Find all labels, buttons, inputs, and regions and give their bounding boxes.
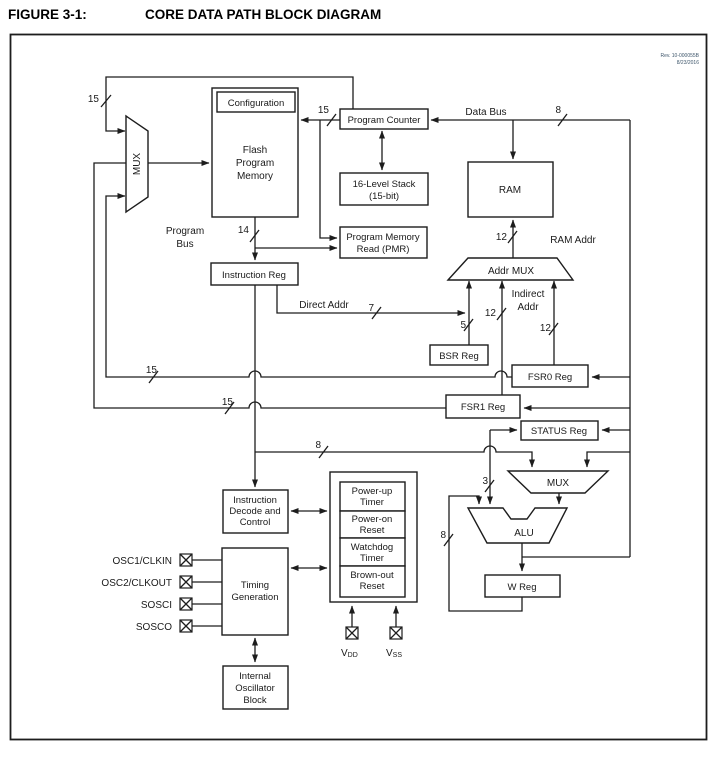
pmr-label-1: Program Memory <box>346 232 420 243</box>
sosci-pin-icon <box>180 598 192 610</box>
bus-width-fsr0-15: 15 <box>145 365 157 376</box>
stack-label-2: (15-bit) <box>368 191 400 202</box>
w-reg-label: W Reg <box>507 582 537 593</box>
bus-width-literal: 8 <box>315 440 321 451</box>
program-counter-label: Program Counter <box>347 115 421 126</box>
configuration-label: Configuration <box>227 98 285 109</box>
flash-label-3: Memory <box>236 171 274 182</box>
bus-width-fsr1-ind: 12 <box>484 308 496 319</box>
power-on-reset-label-1: Power-on <box>351 514 393 525</box>
vdd-pin-icon <box>346 627 358 639</box>
idc-label-2: Decode and <box>229 506 281 517</box>
addr-mux-label: Addr MUX <box>487 266 535 277</box>
int-osc-label-2: Oscillator <box>235 683 275 694</box>
indirect-addr-label-1: Indirect <box>511 289 545 300</box>
watchdog-timer-label-1: Watchdog <box>350 542 394 553</box>
bus-width-flash-out: 14 <box>237 225 249 236</box>
data-bus-label: Data Bus <box>465 107 507 118</box>
power-up-timer-label-2: Timer <box>360 497 384 508</box>
alu-label: ALU <box>514 528 534 539</box>
timing-label-1: Timing <box>240 580 270 591</box>
bus-width-pc-flash: 15 <box>317 105 329 116</box>
bus-width-ram-addr: 12 <box>495 232 507 243</box>
int-osc-label-3: Block <box>243 695 267 706</box>
fsr0-reg-label: FSR0 Reg <box>527 372 573 383</box>
bus-width-pc-mux: 15 <box>87 94 99 105</box>
bus-width-fsr0-ind: 12 <box>539 323 551 334</box>
left-mux-label: MUX <box>132 152 143 176</box>
bus-width-data-bus: 8 <box>555 105 561 116</box>
wire-pc-to-pmr <box>320 120 337 238</box>
bus-width-status: 3 <box>482 476 488 487</box>
vss-pin-label <box>386 648 402 659</box>
wire-databus-to-mux <box>587 452 630 467</box>
right-mux-label: MUX <box>546 478 570 489</box>
bus-width-direct: 7 <box>368 303 374 314</box>
fsr1-reg-label: FSR1 Reg <box>460 402 506 413</box>
vss-sub: SS <box>392 652 403 659</box>
revision-line1: Rev. 10-000055B <box>660 53 699 59</box>
instruction-reg-label: Instruction Reg <box>222 270 286 281</box>
osc1-pin-icon <box>180 554 192 566</box>
watchdog-timer-label-2: Timer <box>360 553 384 564</box>
pmr-label-2: Read (PMR) <box>356 244 410 255</box>
vdd-pin-label <box>341 648 358 659</box>
flash-label-1: Flash <box>242 145 268 156</box>
status-reg-label: STATUS Reg <box>530 426 588 437</box>
power-up-timer-label-1: Power-up <box>351 486 393 497</box>
program-bus-label-2: Bus <box>176 239 194 250</box>
idc-label-1: Instruction <box>233 495 277 506</box>
program-bus-label-1: Program <box>165 226 205 237</box>
timing-label-2: Generation <box>231 592 279 603</box>
revision-line2: 8/23/2016 <box>676 60 699 66</box>
vss-pin-icon <box>390 627 402 639</box>
osc2-pin-icon <box>180 576 192 588</box>
sosco-pin-label: SOSCO <box>135 622 172 633</box>
bsr-reg-label: BSR Reg <box>439 351 479 362</box>
vss-main: V <box>386 648 393 659</box>
sosco-pin-icon <box>180 620 192 632</box>
power-on-reset-label-2: Reset <box>359 525 385 536</box>
idc-label-3: Control <box>239 517 271 528</box>
flash-label-2: Program <box>235 158 275 169</box>
figure-label: FIGURE 3-1: <box>8 7 87 22</box>
vdd-sub: DD <box>347 652 358 659</box>
osc1-pin-label: OSC1/CLKIN <box>112 556 172 567</box>
ram-addr-label: RAM Addr <box>550 235 596 246</box>
sosci-pin-label: SOSCI <box>140 600 172 611</box>
bus-width-wreg: 8 <box>440 530 446 541</box>
indirect-addr-label-2: Addr <box>517 302 539 313</box>
vdd-main: V <box>341 648 348 659</box>
stack-label-1: 16-Level Stack <box>352 179 416 190</box>
brown-out-reset-label-1: Brown-out <box>350 570 394 581</box>
bus-width-fsr1-15: 15 <box>221 397 233 408</box>
bus-width-bsr: 5 <box>460 320 466 331</box>
figure-title: CORE DATA PATH BLOCK DIAGRAM <box>145 7 382 22</box>
brown-out-reset-label-2: Reset <box>359 581 385 592</box>
int-osc-label-1: Internal <box>239 671 271 682</box>
ram-label: RAM <box>498 185 522 196</box>
direct-addr-label: Direct Addr <box>299 300 349 311</box>
osc2-pin-label: OSC2/CLKOUT <box>101 578 172 589</box>
